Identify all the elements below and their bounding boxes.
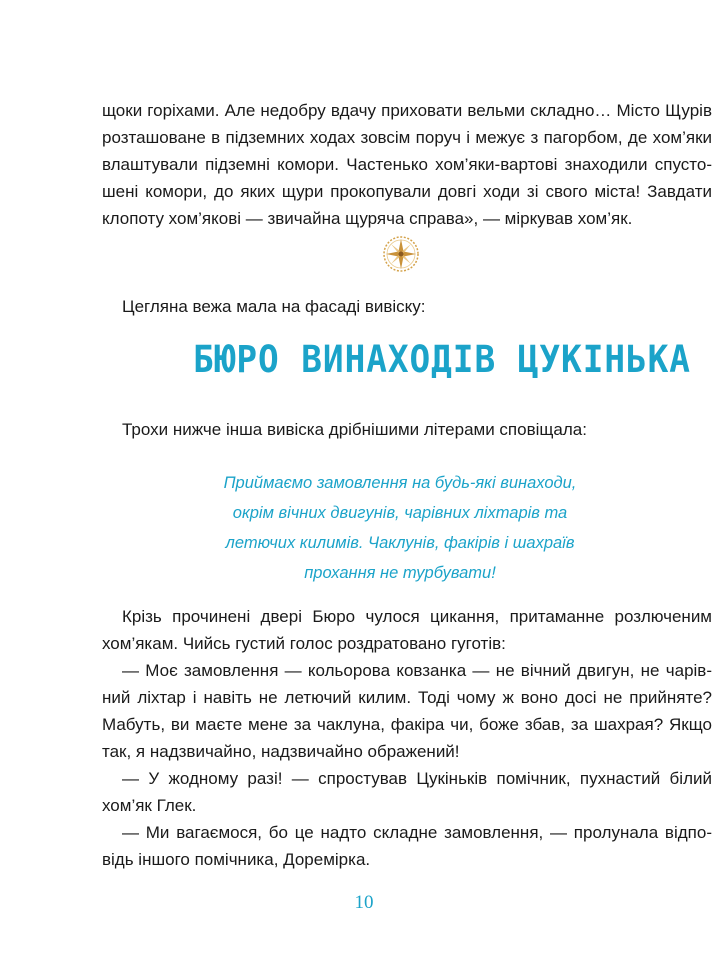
small-sign-paragraph [102,416,712,443]
text-line: відь іншого помічника, Доремірка. [102,850,371,869]
text-line: розташоване в підземних ходах зовсім поруч і межує з пагорбом, де хом’яки [102,128,712,147]
text-line: Трохи нижче інша вивіска дрібнішими літерами сповіщала: [122,420,587,439]
text-line: — У жодному разі! — спростував Цукіньків помічник, пухнастий білий [122,769,712,788]
text-line: шені комори, до яких щури прокопували довгі ходи зі свого міста! Завдати [102,182,712,201]
compass-star-icon [381,234,421,274]
notice-line: прохання не турбувати! [304,564,496,582]
story-paragraph-3 [102,765,712,819]
text-line: — Моє замовлення — кольорова ковзанка — не вічний двигун, не чарів- [122,661,712,680]
story-paragraph-1 [102,603,712,657]
text-line: Мабуть, ви маєте мене за чаклуна, факіра чи, боже збав, за шахрая? Якщо [102,715,712,734]
text-line: влаштували підземні комори. Частенько хом’яки-вартові знаходили спусто- [102,155,712,174]
story-paragraph-4 [102,819,712,873]
notice-line: летючих килимів. Чаклунів, факірів і шахраїв [225,534,575,552]
notice-line: Приймаємо замовлення на будь-які винаходи, [223,474,577,492]
sign-notice [170,468,630,588]
bureau-sign-title: БЮРО ВИНАХОДІВ ЦУКІНЬКА [193,338,691,381]
tower-paragraph [102,293,712,320]
text-line: так, я надзвичайно, надзвичайно ображений! [102,742,460,761]
text-line: Цегляна вежа мала на фасаді вивіску: [122,297,426,316]
text-line: ний ліхтар і навіть не летючий килим. Тоді чому ж воно досі не прийняте? [102,688,712,707]
text-line: хом’як Глек. [102,796,197,815]
text-line: Крізь прочинені двері Бюро чулося цикання, притаманне розлюченим [122,607,712,626]
text-line: клопоту хом’якові — звичайна щуряча справа», — міркував хом’як. [102,209,633,228]
notice-line: окрім вічних двигунів, чарівних ліхтарів та [232,504,568,522]
story-paragraph-2 [102,657,712,765]
intro-paragraph [102,97,712,232]
text-line: щоки горіхами. Але недобру вдачу приховати вельми складно… Місто Щурів [102,101,712,120]
text-line: хом’якам. Чийсь густий голос роздратовано гуготів: [102,634,506,653]
page-number: 10 [354,892,374,913]
text-line: — Ми вагаємося, бо це надто складне замовлення, — пролунала відпо- [122,823,712,842]
